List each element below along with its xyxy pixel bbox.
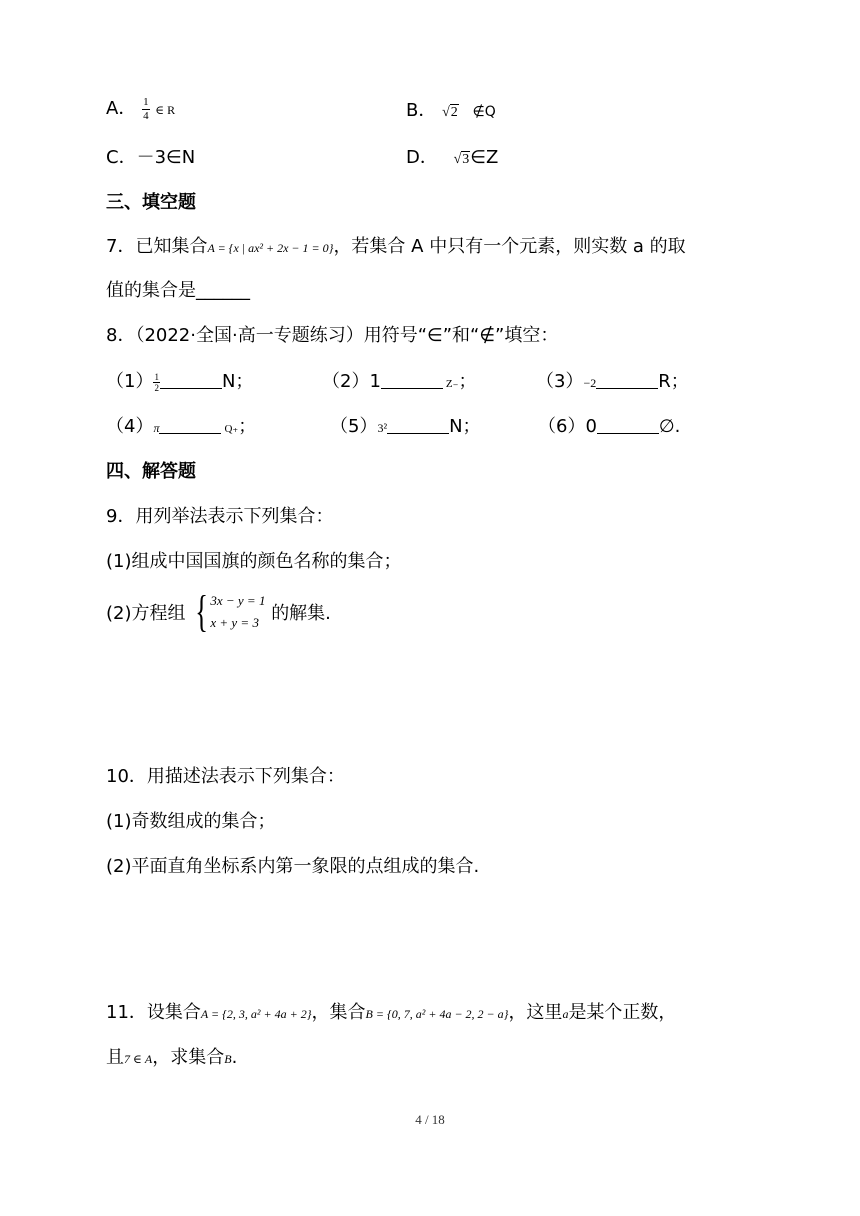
answer-blank [159,415,221,434]
fraction: $\frac{1}{4}$ [143,95,149,122]
question-10-part2: (2)平面直角坐标系内第一象限的点组成的集合. [106,856,480,877]
q8-item-3: （3）−2 R； [536,371,689,392]
option-a: A． $\frac{1}{4}$ ∈ R [106,95,176,122]
q8-item-4: （4）π Q₊； [106,416,257,437]
question-11: 11．设集合A = {2, 3, a² + 4a + 2}，集合B = {0, 7, a² + 4a − 2, 2 − a}，这里a是某个正数， [106,1002,677,1023]
question-9-part2: (2)方程组 { 3x − y = 1 x + y = 3 的解集. [106,587,331,636]
sqrt-symbol: √2 [442,105,458,120]
answer-blank [387,415,449,434]
question-9-title: 9．用列举法表示下列集合： [106,506,334,527]
section-heading-fill-blank: 三、填空题 [106,192,196,213]
question-9-part1: (1)组成中国国旗的颜色名称的集合； [106,551,402,572]
q8-item-6: （6）0 ∅. [538,416,681,437]
option-b: B． √2 ∉Q [406,100,496,121]
answer-blank [597,415,659,434]
question-11-line2: 且7 ∈ A，求集合B. [106,1047,238,1068]
q8-item-5: （5）3² N； [330,416,481,437]
sqrt-symbol: √3 [453,152,470,167]
page-number: 4 / 18 [415,1112,445,1127]
option-d: D． √3∈Z [406,147,499,168]
section-heading-answer: 四、解答题 [106,461,196,482]
question-8-title: 8．（2022·全国·高一专题练习）用符号“∈”和“∉”填空： [106,325,559,346]
question-10-part1: (1)奇数组成的集合； [106,811,276,832]
set-formula: A = {x | ax² + 2x − 1 = 0} [207,241,334,255]
left-brace: { [195,587,209,636]
answer-blank [381,370,443,389]
q8-item-2: （2）1 Z₋； [322,371,477,392]
answer-blank [160,370,222,389]
equation-system: { 3x − y = 1 x + y = 3 [195,587,266,636]
question-10-title: 10．用描述法表示下列集合： [106,766,345,787]
question-7-line2: 值的集合是______ [106,280,250,301]
answer-blank [596,370,658,389]
q8-item-1: （1） $\frac{1}{2}$ N； [106,371,254,393]
question-7: 7．已知集合A = {x | ax² + 2x − 1 = 0}，若集合 A 中只有一个元素，则实数 a 的取 [106,236,686,257]
option-c: C．－3∈N [106,147,196,168]
